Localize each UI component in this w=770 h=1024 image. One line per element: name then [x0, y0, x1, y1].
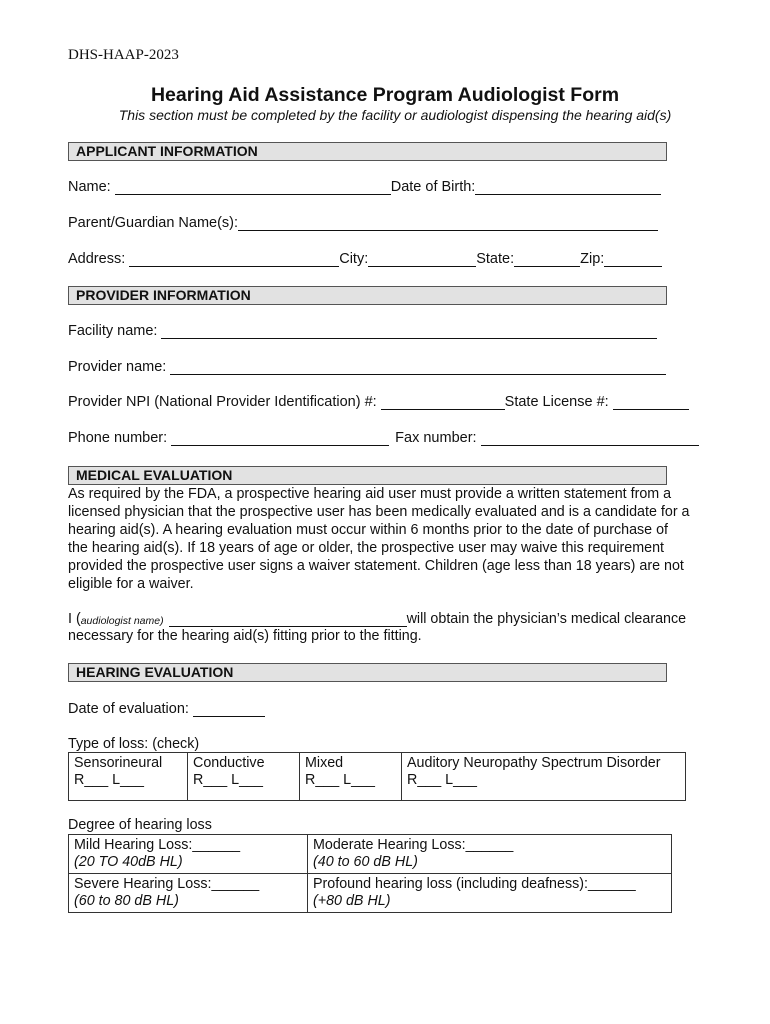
loss-type-label: Type of loss: (check) — [68, 736, 200, 752]
loss-type-table — [68, 752, 686, 801]
ear-check: R___ L___ — [193, 772, 263, 788]
applicant-section-header: APPLICANT INFORMATION — [68, 142, 667, 161]
provider-section-header: PROVIDER INFORMATION — [68, 286, 667, 305]
provider-name-label: Provider name: — [68, 359, 167, 375]
name-label: Name: — [68, 179, 111, 195]
degree-range: (60 to 80 dB HL) — [74, 893, 179, 909]
audiologist-hint: audiologist name) — [80, 615, 164, 627]
table-row — [69, 835, 672, 874]
loss-type-name: Auditory Neuropathy Spectrum Disorder — [407, 755, 661, 771]
state-label: State: — [476, 251, 515, 267]
loss-type-cell[interactable] — [402, 753, 686, 801]
loss-type-name: Conductive — [193, 755, 265, 771]
city-field[interactable] — [368, 251, 476, 267]
medical-line: licensed physician that the prospective user has been medically evaluated and is a candidate for a — [68, 504, 690, 520]
form-subtitle: This section must be completed by the facility or audiologist dispensing the hearing aid(s) — [118, 107, 672, 123]
phone-field[interactable] — [171, 430, 389, 446]
zip-label: Zip: — [580, 251, 605, 267]
hearing-section-header: HEARING EVALUATION — [68, 663, 667, 682]
medical-line: hearing aid(s). A hearing evaluation must occur within 6 months prior to the date of purchase of — [68, 522, 669, 538]
phone-row — [68, 430, 699, 446]
dob-label: Date of Birth: — [390, 179, 476, 195]
npi-field[interactable] — [381, 394, 505, 410]
form-title: Hearing Aid Assistance Program Audiologist Form — [150, 84, 620, 106]
medical-line: the hearing aid(s). If 18 years of age or older, the prospective user may waive this requirement — [68, 540, 665, 556]
guardian-field[interactable] — [238, 215, 658, 231]
loss-type-cell[interactable] — [188, 753, 300, 801]
phone-label: Phone number: — [68, 430, 168, 446]
zip-field[interactable] — [604, 251, 662, 267]
ear-check: R___ L___ — [407, 772, 477, 788]
degree-label-text: Moderate Hearing Loss:______ — [313, 837, 514, 853]
table-row — [69, 874, 672, 913]
fax-label: Fax number: — [395, 430, 477, 446]
provider-name-field[interactable] — [170, 359, 666, 375]
document-id: DHS-HAAP-2023 — [68, 47, 179, 63]
medical-paragraph — [68, 485, 728, 593]
audiologist-prefix: I ( — [68, 611, 81, 627]
loss-type-name: Mixed — [305, 755, 344, 771]
degree-cell[interactable] — [308, 874, 672, 913]
eval-date-row — [68, 701, 265, 717]
degree-label: Degree of hearing loss — [68, 817, 212, 833]
eval-date-field[interactable] — [193, 701, 265, 717]
license-field[interactable] — [613, 394, 689, 410]
audiologist-suffix: will obtain the physician’s medical clearance — [406, 611, 687, 627]
address-field[interactable] — [129, 251, 339, 267]
facility-row — [68, 323, 657, 339]
medical-line: provided the prospective user signs a waiver statement. Children (age less than 18 years) are not — [68, 558, 684, 574]
state-field[interactable] — [514, 251, 580, 267]
facility-label: Facility name: — [68, 323, 158, 339]
degree-range: (20 TO 40dB HL) — [74, 854, 183, 870]
guardian-row — [68, 215, 658, 231]
loss-type-cell[interactable] — [69, 753, 188, 801]
eval-date-label: Date of evaluation: — [68, 701, 189, 717]
audiologist-name-field[interactable] — [169, 611, 407, 627]
npi-label: Provider NPI (National Provider Identification) #: — [68, 394, 377, 410]
fax-field[interactable] — [481, 430, 699, 446]
degree-label-text: Severe Hearing Loss:______ — [74, 876, 260, 892]
address-label: Address: — [68, 251, 126, 267]
loss-type-name: Sensorineural — [74, 755, 163, 771]
address-row — [68, 251, 662, 267]
license-label: State License #: — [504, 394, 609, 410]
degree-label-text: Profound hearing loss (including deafness):______ — [313, 876, 636, 892]
audiologist-line2: necessary for the hearing aid(s) fitting prior to the fitting. — [68, 628, 422, 644]
ear-check: R___ L___ — [74, 772, 144, 788]
degree-cell[interactable] — [308, 835, 672, 874]
degree-table — [68, 834, 672, 913]
degree-cell[interactable] — [69, 874, 308, 913]
medical-line: As required by the FDA, a prospective hearing aid user must provide a written statement from a — [68, 486, 672, 502]
npi-row — [68, 394, 689, 410]
degree-label-text: Mild Hearing Loss:______ — [74, 837, 241, 853]
guardian-label: Parent/Guardian Name(s): — [68, 215, 239, 231]
city-label: City: — [339, 251, 369, 267]
loss-type-cell[interactable] — [300, 753, 402, 801]
ear-check: R___ L___ — [305, 772, 375, 788]
degree-cell[interactable] — [69, 835, 308, 874]
name-field[interactable] — [115, 179, 391, 195]
degree-range: (40 to 60 dB HL) — [313, 854, 418, 870]
facility-field[interactable] — [161, 323, 657, 339]
degree-range: (+80 dB HL) — [313, 893, 391, 909]
medical-section-header: MEDICAL EVALUATION — [68, 466, 667, 485]
audiologist-row — [68, 611, 686, 627]
table-row — [69, 753, 686, 801]
name-row — [68, 179, 661, 195]
medical-line: eligible for a waiver. — [68, 576, 194, 592]
dob-field[interactable] — [475, 179, 661, 195]
provider-row — [68, 359, 666, 375]
